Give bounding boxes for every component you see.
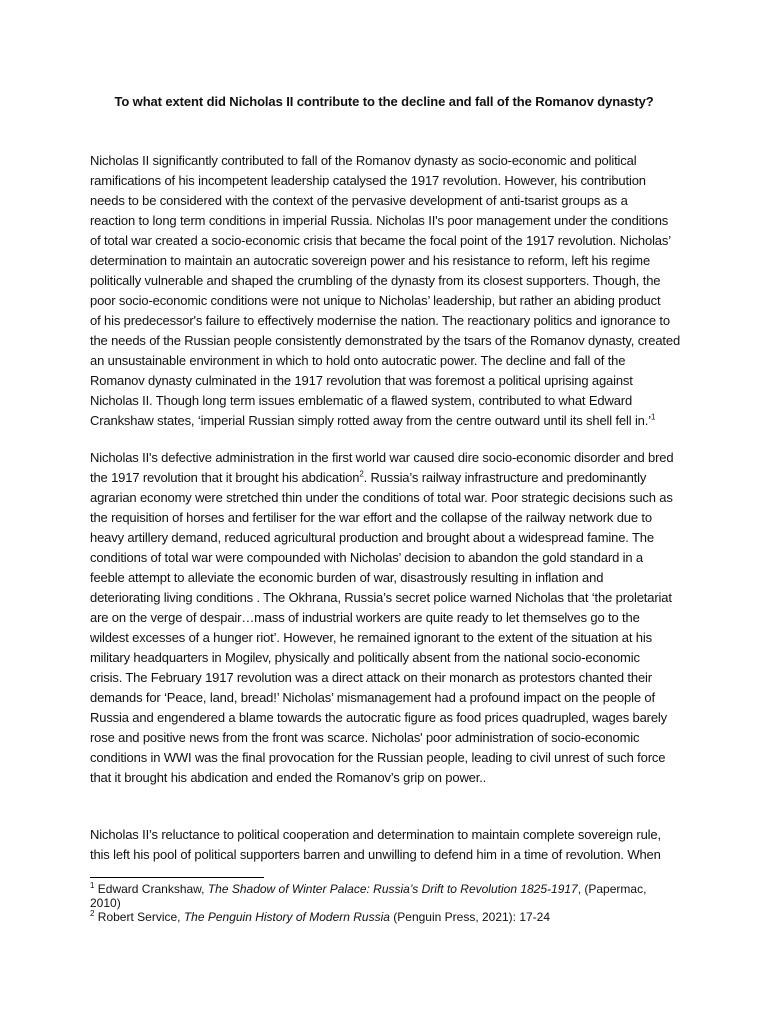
paragraph-line: are on the verge of despair…mass of industrial workers are quite ready to let themselves go to the xyxy=(90,610,640,625)
paragraph-line: conditions of total war were compounded with Nicholas’ decision to abandon the gold standard in a xyxy=(90,550,643,565)
paragraph-1 xyxy=(90,151,680,431)
paragraph-line: rose and positive news from the front was scarce. Nicholas' poor administration of socio-economic xyxy=(90,730,640,745)
footnote-work: The Penguin History of Modern Russia xyxy=(183,910,390,924)
paragraph-line: wildest excesses of a hunger riot’. However, he remained ignorant to the extent of the situation at his xyxy=(90,630,652,645)
paragraph-line: of total war created a socio-economic crisis that became the focal point of the 1917 revolution. Nicholas’ xyxy=(90,233,671,248)
footnote-author: Robert Service, xyxy=(94,910,184,924)
footnote-ref-1[interactable]: 1 xyxy=(650,412,656,422)
essay-title: To what extent did Nicholas II contribute to the decline and fall of the Romanov dynasty? xyxy=(114,94,654,109)
footnote-number: 2 xyxy=(90,909,95,918)
paragraph-line: needs to be considered with the context of the pervasive development of anti-tsarist groups as a xyxy=(90,193,628,208)
paragraph-line: agrarian economy were stretched thin under the conditions of total war. Poor strategic decisions such as xyxy=(90,490,673,505)
paragraph-line: Russia and engendered a blame towards the autocratic figure as food prices quadrupled, wages barely xyxy=(90,710,668,725)
paragraph-3 xyxy=(90,825,680,865)
footnote-author: Edward Crankshaw, xyxy=(94,882,208,896)
paragraph-line: politically vulnerable and shaped the crumbling of the dynasty from its closest supporters. Though, the xyxy=(90,273,661,288)
paragraph-line: deteriorating living conditions . The Okhrana, Russia’s secret police warned Nicholas that ‘the proletariat xyxy=(90,590,672,605)
paragraph-line: determination to maintain an autocratic sovereign power and his resistance to reform, left his regime xyxy=(90,253,651,268)
paragraph-2 xyxy=(90,448,680,788)
paragraph-text: the 1917 revolution that it brought his abdication xyxy=(90,470,360,485)
paragraph-line: crisis. The February 1917 revolution was a direct attack on their monarch as protestors chanted their xyxy=(90,670,652,685)
footnote-line xyxy=(90,882,690,896)
footnote-publisher: (Penguin Press, 2021): 17-24 xyxy=(389,910,551,924)
footnotes xyxy=(90,882,690,924)
footnote-line xyxy=(90,910,690,924)
paragraph-line xyxy=(90,468,680,488)
paragraph-line: of his predecessor's failure to effectively modernise the nation. The reactionary politics and ignorance to xyxy=(90,313,670,328)
paragraph-text: . Russia’s railway infrastructure and predominantly xyxy=(363,470,647,485)
paragraph-line: military headquarters in Mogilev, physically and politically absent from the national socio-economic xyxy=(90,650,640,665)
footnote-number: 1 xyxy=(90,881,95,890)
paragraph-line: the requisition of horses and fertiliser for the war effort and the collapse of the railway network due to xyxy=(90,510,652,525)
footnote-1 xyxy=(90,882,690,910)
footnote-separator xyxy=(90,877,264,878)
paragraph-line: Nicholas II. Though long term issues emblematic of a flawed system, contributed to what Edward xyxy=(90,393,633,408)
paragraph-line: ramifications of his incompetent leadership catalysed the 1917 revolution. However, his contribution xyxy=(90,173,646,188)
paragraph-line: reaction to long term conditions in imperial Russia. Nicholas II's poor management under the conditions xyxy=(90,213,669,228)
paragraph-line: this left his pool of political supporters barren and unwilling to defend him in a time of revolution. When xyxy=(90,847,661,862)
paragraph-line: Romanov dynasty culminated in the 1917 revolution that was foremost a political uprising against xyxy=(90,373,633,388)
footnote-work: The Shadow of Winter Palace: Russia’s Drift to Revolution 1825-1917 xyxy=(207,882,578,896)
paragraph-line: an unsustainable environment in which to hold onto autocratic power. The decline and fall of the xyxy=(90,353,626,368)
paragraph-line: Nicholas II’s reluctance to political cooperation and determination to maintain complete sovereign rule, xyxy=(90,827,661,842)
footnote-ref-2[interactable]: 2 xyxy=(359,469,364,479)
paragraph-line: Nicholas II significantly contributed to fall of the Romanov dynasty as socio-economic and political xyxy=(90,153,637,168)
paragraph-line: conditions in WWI was the final provocation for the Russian people, leading to civil unrest of such force xyxy=(90,750,666,765)
footnote-2 xyxy=(90,910,690,924)
paragraph-line: demands for ‘Peace, land, bread!’ Nicholas’ mismanagement had a profound impact on the people of xyxy=(90,690,655,705)
paragraph-line: Nicholas II's defective administration in the first world war caused dire socio-economic disorder and bred xyxy=(90,450,674,465)
paragraph-line: that it brought his abdication and ended the Romanov’s grip on power.. xyxy=(90,770,487,785)
paragraph-text: Crankshaw states, ‘imperial Russian simply rotted away from the centre outward until its shell fell in.’ xyxy=(90,413,651,428)
paragraph-line: feeble attempt to alleviate the economic burden of war, disastrously resulting in inflation and xyxy=(90,570,604,585)
footnote-publisher: , (Papermac, xyxy=(577,882,647,896)
paragraph-line: heavy artillery demand, reduced agricultural production and brought about a widespread famine. The xyxy=(90,530,654,545)
paragraph-line: the needs of the Russian people consistently demonstrated by the tsars of the Romanov dynasty, created xyxy=(90,333,681,348)
footnote-line: 2010) xyxy=(90,896,121,910)
paragraph-line: poor socio-economic conditions were not unique to Nicholas’ leadership, but rather an abiding product xyxy=(90,293,661,308)
paragraph-line xyxy=(90,411,680,431)
